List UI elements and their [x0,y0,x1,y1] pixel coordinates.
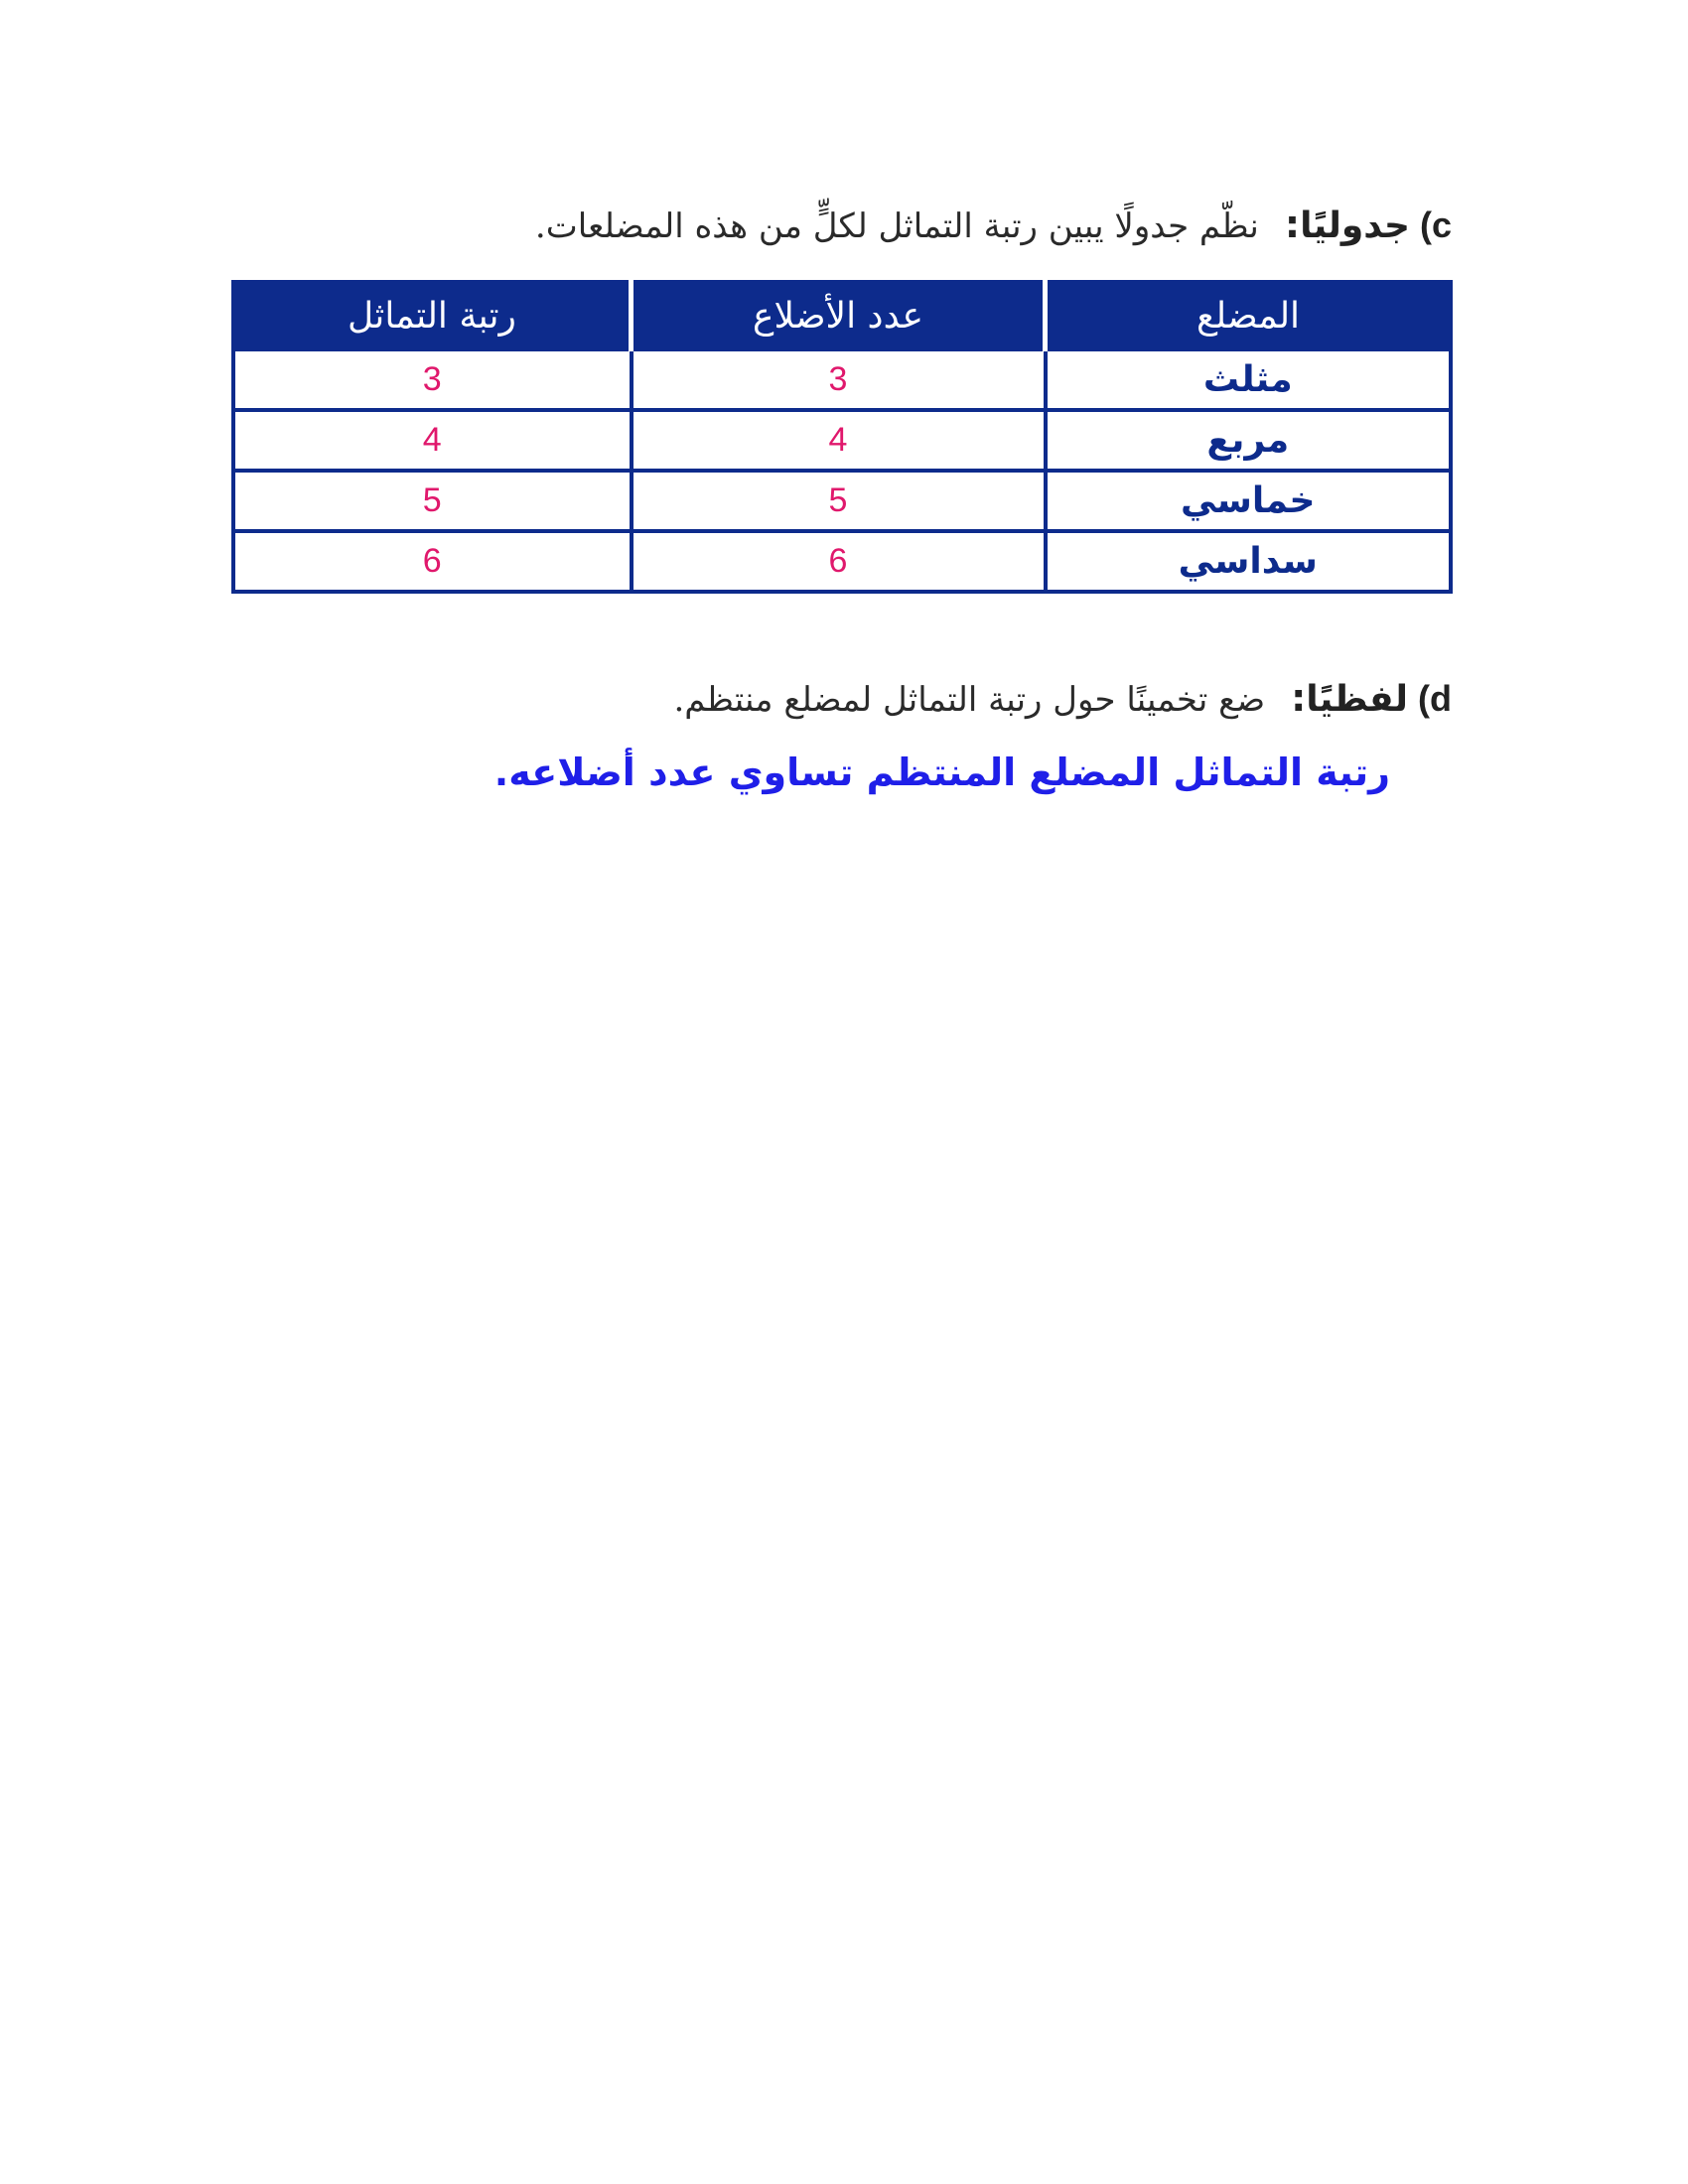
cell-shape: مثلث [1046,349,1452,410]
cell-shape: خماسي [1046,471,1452,531]
question-d-text: ضع تخمينًا حول رتبة التماثل لمضلع منتظم. [673,680,1266,720]
table-row [233,410,1451,471]
question-c-label: جدوليًا [1300,205,1410,246]
question-c [161,195,1452,256]
question-c-colon: : [1284,203,1301,246]
header-sides: عدد الأضلاع [632,282,1046,349]
cell-order: 6 [233,531,632,592]
cell-sides: 4 [632,410,1046,471]
question-c-marker: c) [1419,205,1452,245]
question-d [161,668,1452,730]
answer-text: رتبة التماثل المضلع المنتظم تساوي عدد أضلاعه. [493,751,1390,794]
cell-shape: مربع [1046,410,1452,471]
cell-order: 3 [233,349,632,410]
cell-order: 5 [233,471,632,531]
table-row [233,349,1451,410]
question-d-label: لفظيًا [1306,679,1408,720]
header-order: رتبة التماثل [233,282,632,349]
cell-sides: 5 [632,471,1046,531]
table-row [233,531,1451,592]
symmetry-table [231,280,1453,594]
question-c-text: نظّم جدولًا يبين رتبة التماثل لكلٍّ من هذه المضلعات. [534,206,1259,246]
question-d-colon: : [1291,676,1307,720]
table-header-row [233,282,1451,349]
table-row [233,471,1451,531]
cell-sides: 3 [632,349,1046,410]
cell-order: 4 [233,410,632,471]
cell-shape: سداسي [1046,531,1452,592]
cell-sides: 6 [632,531,1046,592]
question-d-marker: d) [1418,678,1452,719]
header-shape: المضلع [1046,282,1452,349]
